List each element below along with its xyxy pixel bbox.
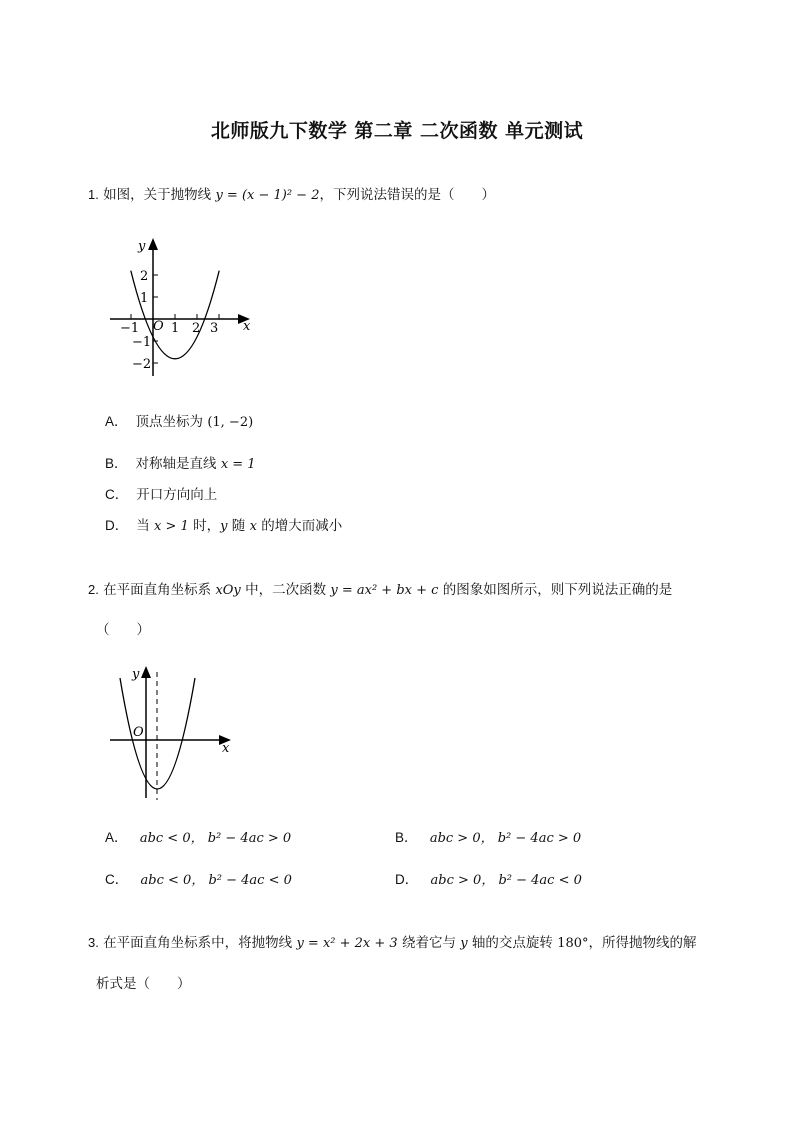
question-2-option-b[interactable] (395, 826, 581, 846)
y-axis-label: y (138, 239, 146, 254)
question-number: 2. (88, 582, 99, 597)
question-2-figure (105, 660, 245, 805)
option-formula: x = 1 (220, 457, 256, 472)
stem-text: 的图象如图所示，则下列说法正确的是 (442, 582, 673, 598)
y-axis-arrow (141, 666, 151, 678)
question-2-stem-line2: （ ） (96, 622, 150, 638)
stem-formula: y = (x − 1)² − 2 (215, 188, 320, 203)
option-formula: abc < 0， b² − 4ac < 0 (140, 873, 292, 888)
stem-formula: 180° (557, 936, 589, 951)
origin-label: O (153, 319, 164, 334)
x-tick-label: 2 (192, 321, 201, 336)
stem-formula: y = x² + 2x + 3 (296, 936, 398, 951)
option-label: D． (395, 872, 419, 887)
option-text: 随 (231, 518, 246, 534)
question-1-figure (100, 232, 260, 382)
option-label: A． (105, 830, 128, 845)
question-1-option-d[interactable] (105, 514, 342, 534)
question-2-option-d[interactable] (395, 868, 582, 888)
x-axis-label: x (222, 741, 230, 756)
option-label: B． (395, 830, 418, 845)
stem-text: 绕着它与 (401, 935, 456, 951)
option-text: 的增大而减小 (261, 518, 343, 534)
question-number: 3. (88, 935, 99, 950)
question-2-option-a[interactable] (105, 826, 291, 846)
question-3-stem (88, 931, 697, 951)
option-text: 顶点坐标为 (135, 414, 204, 430)
stem-text: 轴的交点旋转 (471, 935, 553, 951)
question-number: 1. (88, 187, 99, 202)
x-tick-label: 3 (210, 321, 219, 336)
option-text: 对称轴是直线 (135, 456, 217, 472)
option-label: B． (105, 456, 128, 471)
option-formula: y (220, 519, 228, 534)
option-text: 时， (193, 518, 221, 534)
question-1-option-c[interactable] (105, 483, 217, 503)
stem-text: 在平面直角坐标系 (103, 582, 212, 598)
stem-text: 如图，关于抛物线 (103, 187, 212, 203)
y-axis-arrow (148, 238, 158, 250)
option-text: 当 (136, 518, 150, 534)
stem-formula: y = ax² + bx + c (330, 583, 439, 598)
stem-text: 在平面直角坐标系中，将抛物线 (103, 935, 293, 951)
x-axis-label: x (243, 319, 251, 334)
option-formula: abc > 0， b² − 4ac > 0 (429, 831, 582, 846)
y-tick-label: −1 (132, 335, 152, 350)
y-axis-label: y (132, 667, 140, 682)
option-formula: x > 1 (154, 519, 189, 534)
option-formula: abc < 0， b² − 4ac > 0 (139, 831, 292, 846)
question-1-stem (88, 183, 495, 203)
stem-formula: y (460, 936, 468, 951)
question-1-option-a[interactable] (105, 410, 253, 430)
origin-label: O (133, 725, 144, 740)
option-label: C． (105, 487, 129, 502)
question-2-stem (88, 578, 672, 598)
option-label: C． (105, 872, 129, 887)
x-tick-label: −1 (120, 321, 140, 336)
stem-text: ，下列说法错误的是（ ） (319, 187, 495, 203)
page-title: 北师版九下数学 第二章 二次函数 单元测试 (210, 120, 584, 142)
option-text: 开口方向向上 (136, 487, 218, 503)
stem-text: 中，二次函数 (245, 582, 327, 598)
stem-text: ，所得抛物线的解 (588, 935, 697, 951)
x-tick-label: 1 (171, 321, 180, 336)
y-tick-label: 2 (140, 269, 149, 284)
y-tick-label: −2 (132, 357, 152, 372)
option-formula: abc > 0， b² − 4ac < 0 (430, 873, 582, 888)
stem-formula: xOy (215, 583, 241, 598)
question-1-option-b[interactable] (105, 452, 256, 472)
option-formula: x (249, 519, 257, 534)
option-label: A． (105, 414, 128, 429)
option-label: D． (105, 518, 129, 533)
question-3-stem-line2: 析式是（ ） (96, 976, 191, 992)
question-2-option-c[interactable] (105, 868, 292, 888)
y-tick-label: 1 (140, 291, 149, 306)
option-formula: (1, −2) (207, 415, 254, 430)
